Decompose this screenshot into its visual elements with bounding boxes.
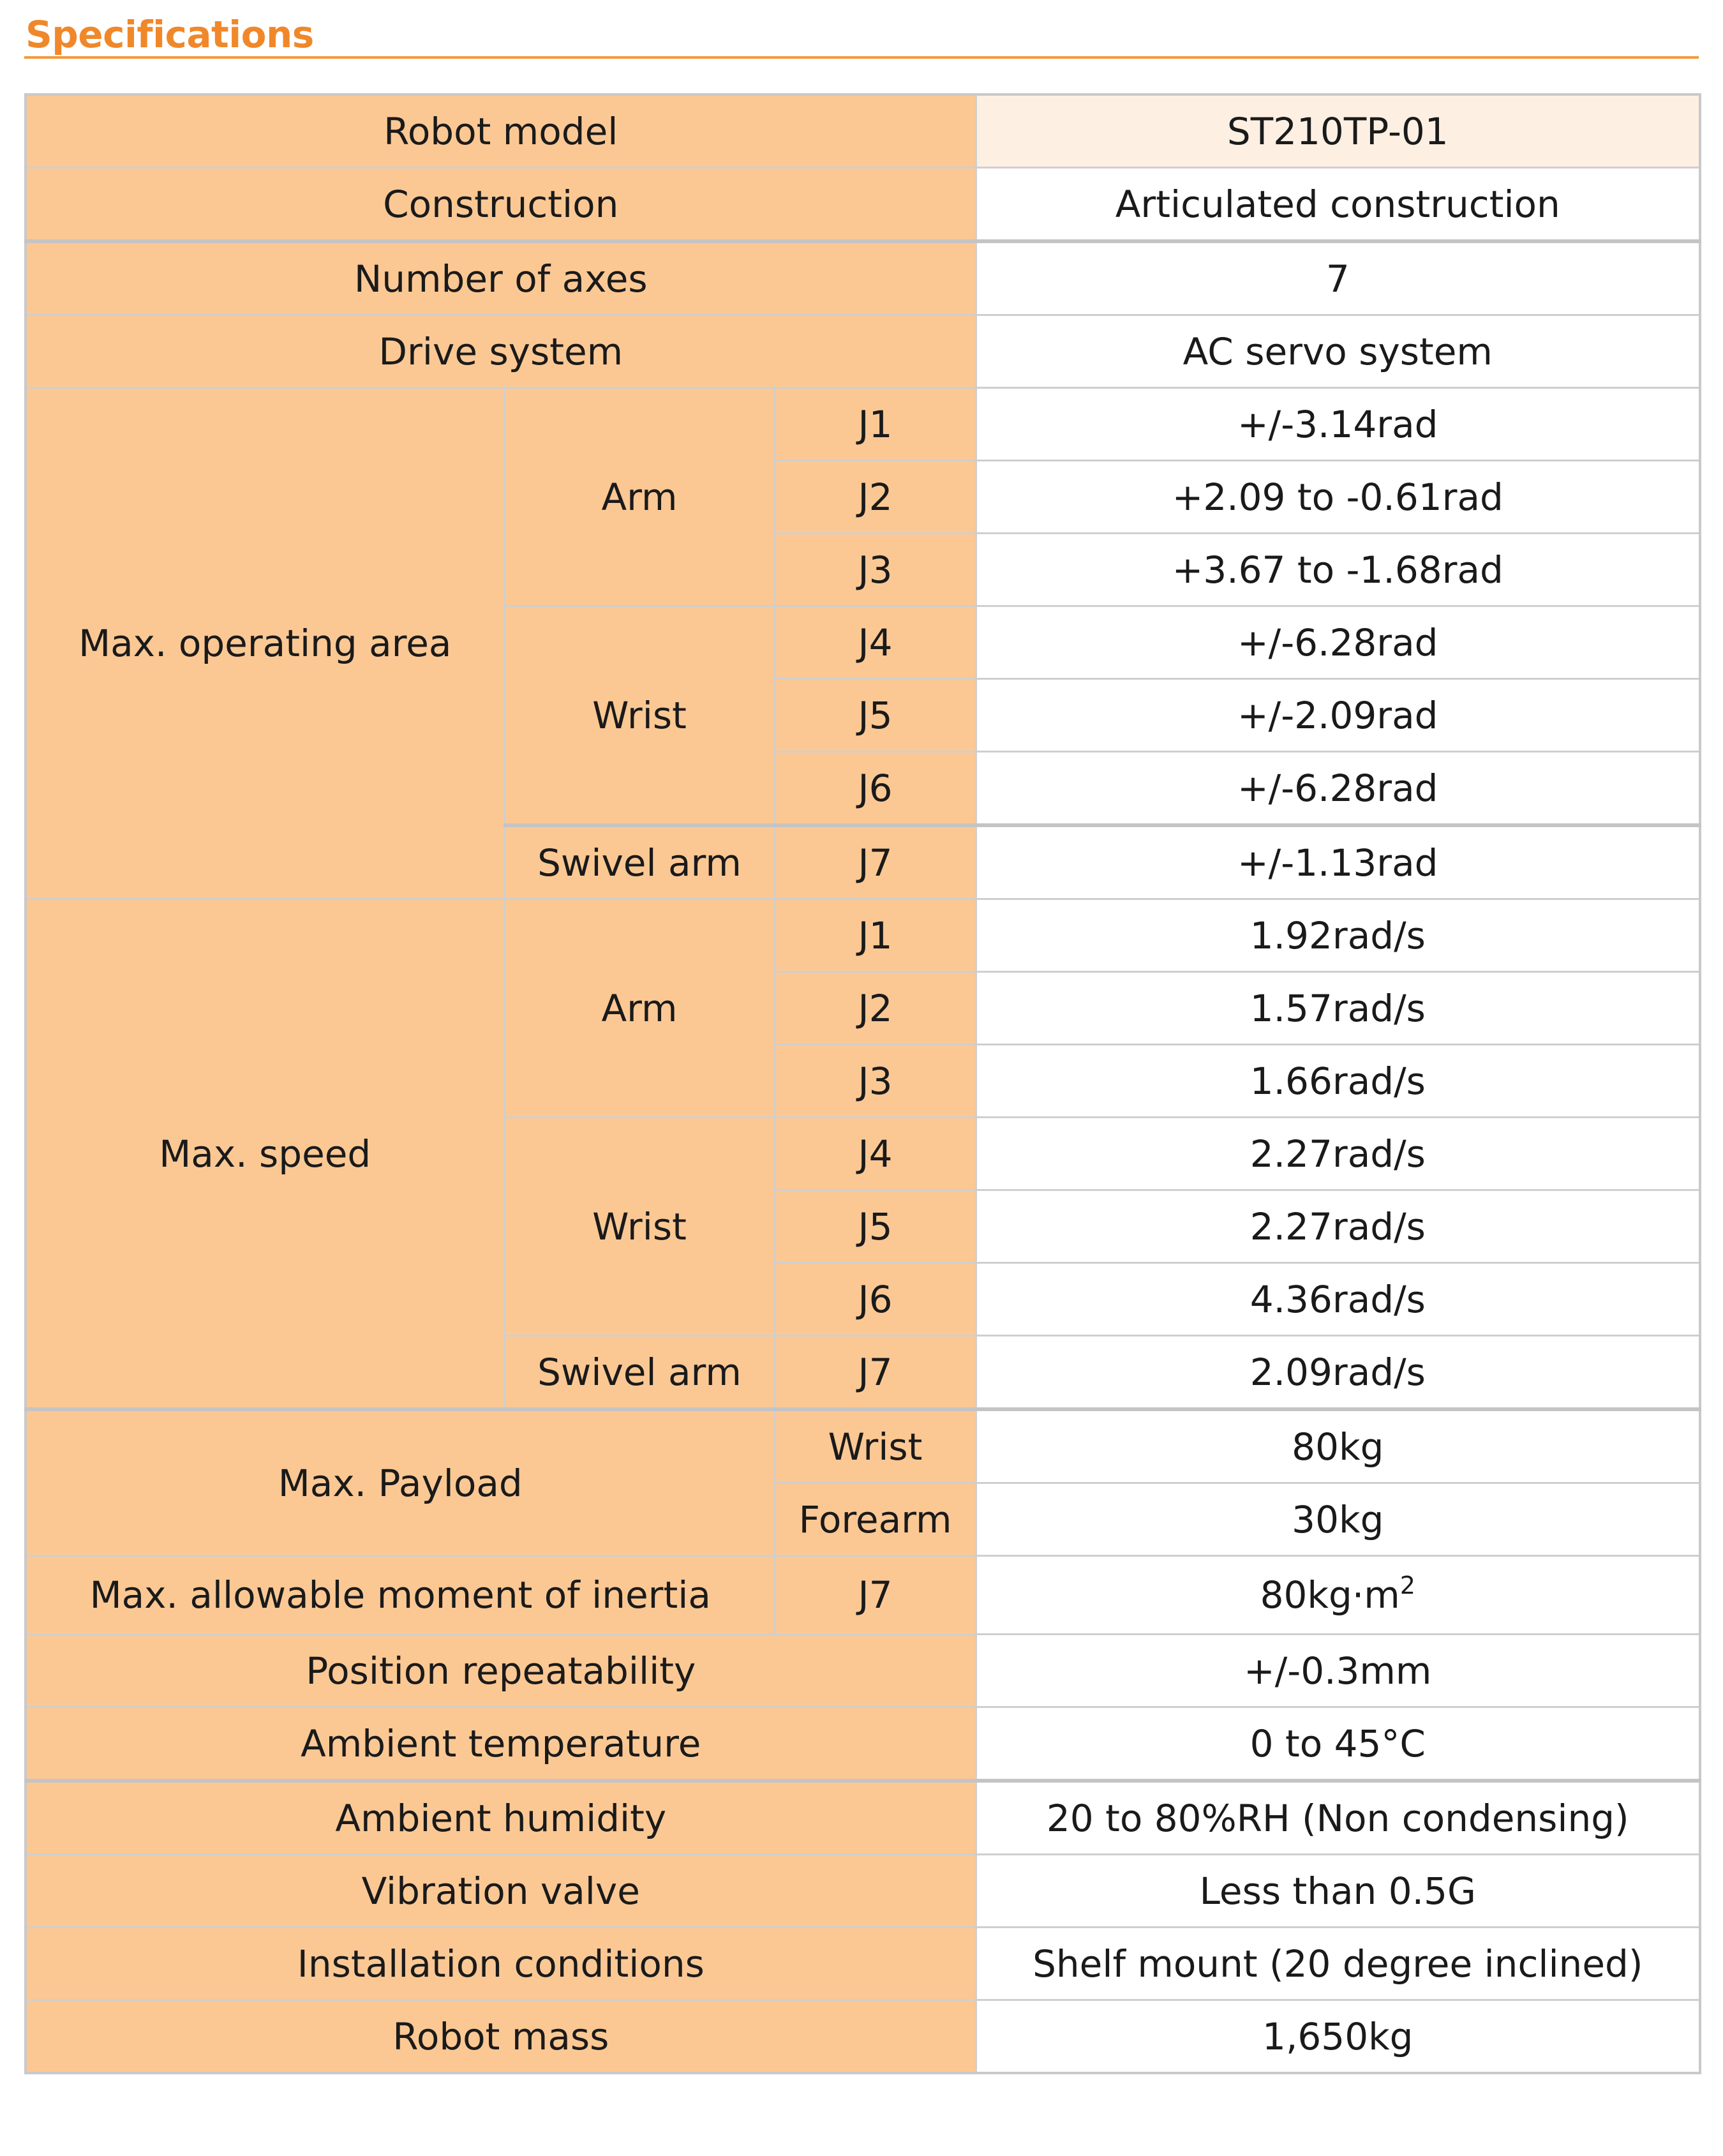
speed-joint-label: J1 — [775, 899, 976, 972]
operating-joint-value: +/-3.14rad — [976, 388, 1700, 461]
speed-joint-label: J2 — [775, 972, 976, 1045]
inertia-value: 80kg·m — [1260, 1573, 1400, 1617]
table-row — [26, 1409, 1700, 1483]
payload-forearm-value: 30kg — [976, 1483, 1700, 1556]
speed-swivel-label: Swivel arm — [504, 1336, 775, 1410]
operating-joint-value: +/-6.28rad — [976, 752, 1700, 826]
vibration-value: Less than 0.5G — [976, 1855, 1700, 1928]
table-row — [26, 1928, 1700, 2000]
construction-value: Articulated construction — [976, 168, 1700, 242]
speed-joint-value: 2.27rad/s — [976, 1118, 1700, 1190]
section-title: Specifications — [26, 13, 314, 56]
payload-wrist-label: Wrist — [775, 1409, 976, 1483]
humidity-label: Ambient humidity — [26, 1781, 976, 1855]
repeatability-value: +/-0.3mm — [976, 1635, 1700, 1707]
operating-arm-label: Arm — [504, 388, 775, 606]
operating-joint-label: J5 — [775, 679, 976, 752]
inertia-joint: J7 — [775, 1556, 976, 1635]
mass-label: Robot mass — [26, 2000, 976, 2074]
speed-joint-label: J3 — [775, 1045, 976, 1118]
table-row — [26, 1855, 1700, 1928]
operating-joint-value: +2.09 to -0.61rad — [976, 461, 1700, 534]
table-row — [26, 1635, 1700, 1707]
payload-wrist-value: 80kg — [976, 1409, 1700, 1483]
inertia-exponent: 2 — [1399, 1571, 1415, 1599]
table-row — [26, 315, 1700, 388]
payload-forearm-label: Forearm — [775, 1483, 976, 1556]
vibration-label: Vibration valve — [26, 1855, 976, 1928]
robot-model-label: Robot model — [26, 94, 976, 168]
construction-label: Construction — [26, 168, 976, 242]
table-row — [26, 388, 1700, 461]
inertia-value-cell — [976, 1556, 1700, 1635]
operating-swivel-label: Swivel arm — [504, 825, 775, 899]
speed-joint-value: 2.27rad/s — [976, 1190, 1700, 1263]
specifications-table — [24, 93, 1701, 2074]
operating-joint-label: J3 — [775, 534, 976, 606]
installation-value: Shelf mount (20 degree inclined) — [976, 1928, 1700, 2000]
table-row — [26, 94, 1700, 168]
speed-joint-label: J7 — [775, 1336, 976, 1410]
operating-joint-value: +/-1.13rad — [976, 825, 1700, 899]
drive-label: Drive system — [26, 315, 976, 388]
operating-wrist-label: Wrist — [504, 606, 775, 826]
table-row — [26, 1781, 1700, 1855]
table-row — [26, 241, 1700, 315]
speed-joint-value: 2.09rad/s — [976, 1336, 1700, 1410]
speed-arm-label: Arm — [504, 899, 775, 1118]
operating-joint-value: +3.67 to -1.68rad — [976, 534, 1700, 606]
section-heading — [24, 9, 1699, 59]
payload-label: Max. Payload — [26, 1409, 775, 1556]
temperature-value: 0 to 45°C — [976, 1707, 1700, 1781]
operating-joint-label: J4 — [775, 606, 976, 679]
speed-joint-value: 1.57rad/s — [976, 972, 1700, 1045]
temperature-label: Ambient temperature — [26, 1707, 976, 1781]
table-row — [26, 2000, 1700, 2074]
operating-joint-value: +/-2.09rad — [976, 679, 1700, 752]
operating-area-label: Max. operating area — [26, 388, 504, 899]
drive-value: AC servo system — [976, 315, 1700, 388]
installation-label: Installation conditions — [26, 1928, 976, 2000]
mass-value: 1,650kg — [976, 2000, 1700, 2074]
operating-joint-value: +/-6.28rad — [976, 606, 1700, 679]
speed-wrist-label: Wrist — [504, 1118, 775, 1336]
operating-joint-label: J1 — [775, 388, 976, 461]
table-row — [26, 1707, 1700, 1781]
table-row — [26, 168, 1700, 242]
speed-joint-value: 4.36rad/s — [976, 1263, 1700, 1336]
inertia-label: Max. allowable moment of inertia — [26, 1556, 775, 1635]
speed-label: Max. speed — [26, 899, 504, 1410]
operating-joint-label: J2 — [775, 461, 976, 534]
operating-joint-label: J6 — [775, 752, 976, 826]
repeatability-label: Position repeatability — [26, 1635, 976, 1707]
table-row — [26, 899, 1700, 972]
axes-label: Number of axes — [26, 241, 976, 315]
speed-joint-label: J4 — [775, 1118, 976, 1190]
robot-model-value: ST210TP-01 — [976, 94, 1700, 168]
speed-joint-value: 1.66rad/s — [976, 1045, 1700, 1118]
speed-joint-label: J5 — [775, 1190, 976, 1263]
axes-value: 7 — [976, 241, 1700, 315]
operating-joint-label: J7 — [775, 825, 976, 899]
speed-joint-value: 1.92rad/s — [976, 899, 1700, 972]
table-row — [26, 1556, 1700, 1635]
humidity-value: 20 to 80%RH (Non condensing) — [976, 1781, 1700, 1855]
speed-joint-label: J6 — [775, 1263, 976, 1336]
